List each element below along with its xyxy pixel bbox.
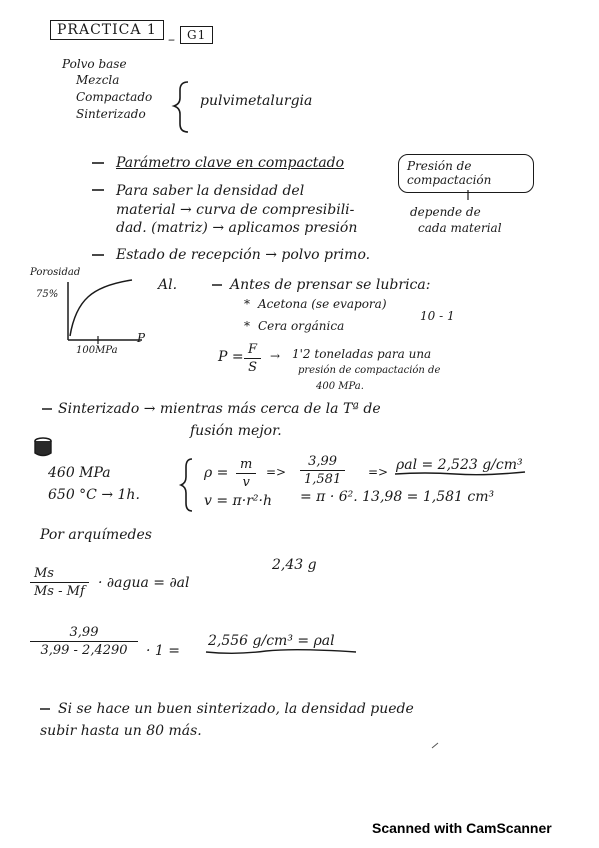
closing-line-1: Si se hace un buen sinterizado, la densidad puede	[58, 701, 414, 717]
al-item-2: Cera orgánica	[258, 319, 345, 333]
al-item-2-bullet: *	[244, 319, 250, 333]
formula-p: P =	[218, 349, 244, 365]
bullet-2-line-3: dad. (matriz) → aplicamos presión	[116, 220, 358, 236]
archimedes-title: Por arquímedes	[40, 527, 152, 543]
sinter-line-2: fusión mejor.	[190, 423, 282, 439]
formula-arrow: →	[270, 349, 281, 363]
value-num: 3,99	[308, 454, 338, 469]
arch-g-rest: · 1 =	[146, 643, 180, 659]
volume-formula: v = π·r²·h	[204, 493, 272, 509]
arrow-1: =>	[266, 465, 287, 479]
archimedes-fraction-2	[30, 625, 138, 658]
brace-label: pulvimetalurgia	[200, 93, 313, 109]
formula-fraction	[244, 342, 261, 375]
group-label: G1	[180, 26, 213, 44]
note-depends: depende de	[410, 205, 481, 219]
formula-den: S	[248, 360, 257, 375]
graph-xlabel: P	[137, 331, 146, 345]
bullet-3: Estado de recepción → polvo primo.	[116, 247, 371, 263]
rho-num: m	[240, 457, 253, 472]
arch-f-rest: · ∂agua = ∂al	[98, 575, 190, 591]
note-material: cada material	[418, 221, 502, 235]
bullet-1: Parámetro clave en compactado	[116, 155, 345, 171]
arch-f-den: Ms - Mf	[34, 584, 85, 599]
pressure-box: Presión de compactación	[398, 154, 534, 193]
graph-xtick: 100MPa	[76, 345, 118, 356]
intro-item-1: Polvo base	[62, 57, 127, 71]
value-fraction	[300, 454, 345, 487]
rho-lhs: ρ =	[204, 465, 229, 481]
al-item-1: Acetona (se evapora)	[258, 297, 387, 311]
rho-result: ρal = 2,523 g/cm³	[396, 457, 523, 473]
intro-item-2: Mezcla	[76, 73, 120, 87]
calc-cond-2: 650 °C → 1h.	[48, 487, 140, 503]
graph-ytick: 75%	[36, 289, 59, 300]
al-label: Al.	[158, 277, 178, 293]
sinter-line-1: Sinterizado → mientras más cerca de la Tª de	[58, 401, 381, 417]
intro-item-4: Sinterizado	[76, 107, 146, 121]
page-title: PRACTICA 1	[50, 20, 164, 40]
graph-ylabel: Porosidad	[30, 267, 81, 278]
archimedes-fraction-1	[30, 566, 89, 599]
al-result-1: 1'2 toneladas para una	[292, 347, 432, 361]
intro-item-3: Compactado	[76, 90, 153, 104]
closing-line-2: subir hasta un 80 más.	[40, 723, 202, 739]
ratio: 10 - 1	[420, 309, 455, 323]
bullet-2-line-1: Para saber la densidad del	[116, 183, 305, 199]
value-den: 1,581	[304, 472, 342, 487]
arch-g-den: 3,99 - 2,4290	[40, 643, 128, 658]
title-dash: –	[168, 32, 175, 48]
rho-den: v	[242, 475, 250, 490]
arch-g-num: 3,99	[69, 625, 99, 640]
al-line-1: Antes de prensar se lubrica:	[230, 277, 431, 293]
volume-calc: = π · 6². 13,98 = 1,581 cm³	[300, 489, 495, 505]
arch-f-num: Ms	[34, 566, 54, 581]
al-result-2: presión de compactación de	[298, 365, 441, 376]
al-item-1-bullet: *	[244, 297, 250, 311]
arrow-2: =>	[368, 465, 389, 479]
formula-num: F	[248, 342, 258, 357]
calc-cond-1: 460 MPa	[48, 465, 111, 481]
arch-g-result: 2,556 g/cm³ = ρal	[208, 633, 335, 649]
al-result-3: 400 MPa.	[316, 381, 364, 392]
bullet-2-line-2: material → curva de compresibili-	[116, 202, 355, 218]
scanner-watermark: Scanned with CamScanner	[372, 820, 552, 836]
graph-curve	[70, 280, 132, 336]
rho-fraction	[236, 457, 256, 490]
archimedes-mass: 2,43 g	[272, 557, 317, 573]
